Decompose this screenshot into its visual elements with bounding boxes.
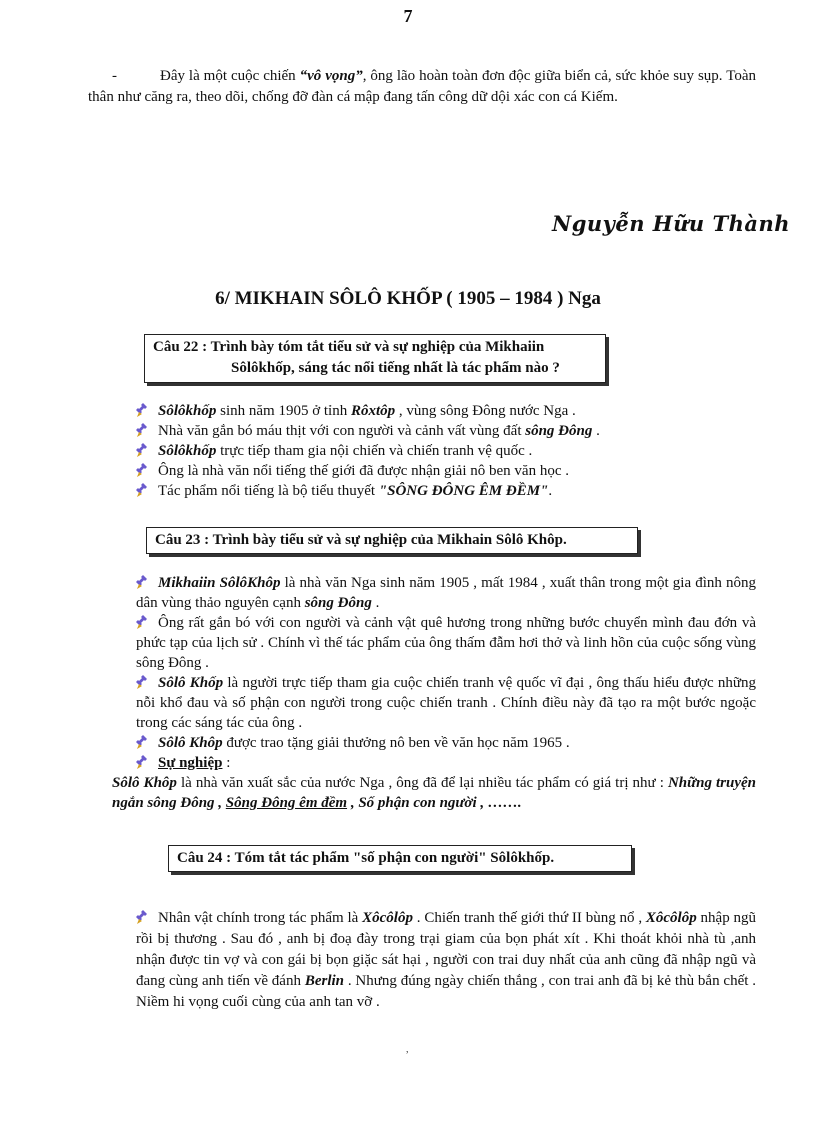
pushpin-icon (136, 483, 152, 497)
pushpin-icon (136, 463, 152, 477)
character-name: Xôcôlôp (645, 910, 697, 926)
body-text: . (371, 595, 380, 611)
bullet-bold: sông Đông (525, 423, 593, 439)
intro-dash: - (112, 68, 117, 84)
bullet-bold: Sôlôkhốp (158, 403, 217, 419)
question-22-line1: Câu 22 : Trình bày tóm tắt tiểu sử và sự nghiệp của Mikhaiin (153, 339, 545, 355)
bullet-text: . (548, 483, 553, 499)
q23-paragraph-1 (88, 573, 756, 613)
pushpin-icon (136, 403, 152, 417)
list-item (136, 481, 756, 501)
q23-paragraph-4 (88, 733, 756, 753)
pushpin-icon (136, 443, 152, 457)
q23-paragraph-2 (88, 613, 756, 673)
bullet-text: trực tiếp tham gia nội chiến và chiến tranh vệ quốc . (216, 443, 533, 459)
bold-text: Mikhaiin SôlôKhôp (158, 575, 281, 591)
list-item (136, 401, 756, 421)
character-name: Xôcôlôp (362, 910, 413, 926)
separator: , (214, 795, 226, 811)
bullet-bold: "SÔNG ĐÔNG ÊM ĐỀM" (378, 483, 549, 499)
body-text: nhập ngũ rồi bị thương . Sau đó , anh bị đoạ đày trong trại giam của bọn phát xít . Khi thoát khỏi nhà tù ,anh nhận được tin vợ và con gái bị bọn giặc sát hại , người con trai duy nhất của anh cũng đã nhập ngũ và đang cùng anh tiến về đánh (136, 910, 757, 989)
question-23-body (88, 573, 756, 813)
bold-text: sông Đông (304, 595, 372, 611)
q23-paragraph-6 (88, 773, 756, 813)
ellipsis: , ……. (476, 795, 522, 811)
bullet-text: Tác phẩm nổi tiếng là bộ tiểu thuyết (158, 483, 379, 499)
body-text: : (222, 755, 231, 771)
work-title: Sông Đông êm đềm (225, 795, 348, 811)
footer-mark: , (406, 1044, 409, 1055)
body-text: . Nhưng đúng ngày chiến thắng , con trai anh đã bị kẻ thù bắn chết . Niềm hi vọng cuối cùng của anh tan vỡ . (136, 973, 757, 1010)
separator: , (347, 795, 359, 811)
pushpin-icon (136, 675, 152, 689)
work-title: Số phận con người (358, 795, 477, 811)
q24-paragraph (88, 908, 756, 1013)
q23-paragraph-5 (88, 753, 756, 773)
section-title: 6/ MIKHAIN SÔLÔ KHỐP ( 1905 – 1984 ) Nga (215, 288, 601, 309)
question-22-bullets (136, 401, 756, 501)
body-text: . Chiến tranh thế giới thứ II bùng nổ , (412, 910, 646, 926)
list-item (136, 461, 756, 481)
bold-text: Sôlô Khốp (158, 675, 224, 691)
intro-emphasis: “vô vọng” (299, 68, 363, 84)
pushpin-icon (136, 423, 152, 437)
bold-text: Sôlô Khôp (158, 735, 223, 751)
intro-text-rest: , ông lão hoàn toàn đơn độc giữa biển cả, sức khỏe suy sụp. Toàn thân như căng ra, theo dõi, chống đỡ đàn cá mập đang tấn công dữ dội xác con cá Kiếm. (88, 68, 756, 105)
body-text: Nhân vật chính trong tác phẩm là (158, 910, 363, 926)
bullet-text: Ông là nhà văn nổi tiếng thế giới đã được nhận giải nô ben văn học . (158, 463, 569, 479)
pushpin-icon (136, 755, 152, 769)
list-item (136, 441, 756, 461)
body-text: là người trực tiếp tham gia cuộc chiến tranh vệ quốc vĩ đại , ông thấu hiểu được những nỗi khổ đau và số phận con người trong cuộc chiến tranh . Chính điều này đã tạo ra một bước ngoặc trong các sáng tác của ông . (136, 675, 757, 731)
question-22-line2: Sôlôkhốp, sáng tác nổi tiếng nhất là tác phẩm nào ? (231, 360, 560, 376)
list-item (136, 421, 756, 441)
pushpin-icon (136, 615, 152, 629)
body-text: là nhà văn xuất sắc của nước Nga , ông đã để lại nhiều tác phẩm có giá trị như : (176, 775, 668, 791)
pushpin-icon (136, 575, 152, 589)
bullet-text: Nhà văn gắn bó máu thịt với con người và cảnh vất vùng đất (158, 423, 526, 439)
q23-paragraph-3 (88, 673, 756, 733)
author-signature: Nguyễn Hữu Thành (552, 211, 791, 236)
work-title: Những truyện ngắn sông Đông (112, 775, 756, 811)
bullet-bold: Rôxtôp (350, 403, 396, 419)
body-text: được trao tặng giải thưởng nô ben về văn học năm 1965 . (222, 735, 570, 751)
bullet-text: sinh năm 1905 ở tỉnh (216, 403, 351, 419)
bullet-text: , vùng sông Đông nước Nga . (395, 403, 576, 419)
bullet-text: . (592, 423, 600, 439)
intro-paragraph (88, 66, 756, 108)
intro-text: Đây là một cuộc chiến (160, 68, 300, 84)
page-number: 7 (403, 6, 413, 26)
bullet-bold: Sôlôkhốp (158, 443, 217, 459)
question-22-box (144, 334, 606, 383)
place-name: Berlin (304, 973, 344, 989)
question-24-box: Câu 24 : Tóm tắt tác phẩm "số phận con người" Sôlôkhốp. (168, 845, 632, 872)
pushpin-icon (136, 910, 152, 924)
body-text: Ông rất gắn bó với con người và cảnh vật quê hương trong những bước chuyển mình đau đớn và phức tạp của lịch sử . Chính vì thế tác phẩm của ông thấm đẫm hơi thở và linh hồn của cuộc sống vùng sông Đông . (136, 615, 756, 671)
body-text: là nhà văn Nga sinh năm 1905 , mất 1984 , xuất thân trong một gia đình nông dân vùng thảo nguyên cạnh (136, 575, 756, 611)
question-23-box: Câu 23 : Trình bày tiểu sử và sự nghiệp của Mikhain Sôlô Khôp. (146, 527, 638, 554)
question-24-body (88, 908, 756, 1013)
career-label: Sự nghiệp (158, 755, 223, 771)
pushpin-icon (136, 735, 152, 749)
bold-text: Sôlô Khôp (112, 775, 177, 791)
